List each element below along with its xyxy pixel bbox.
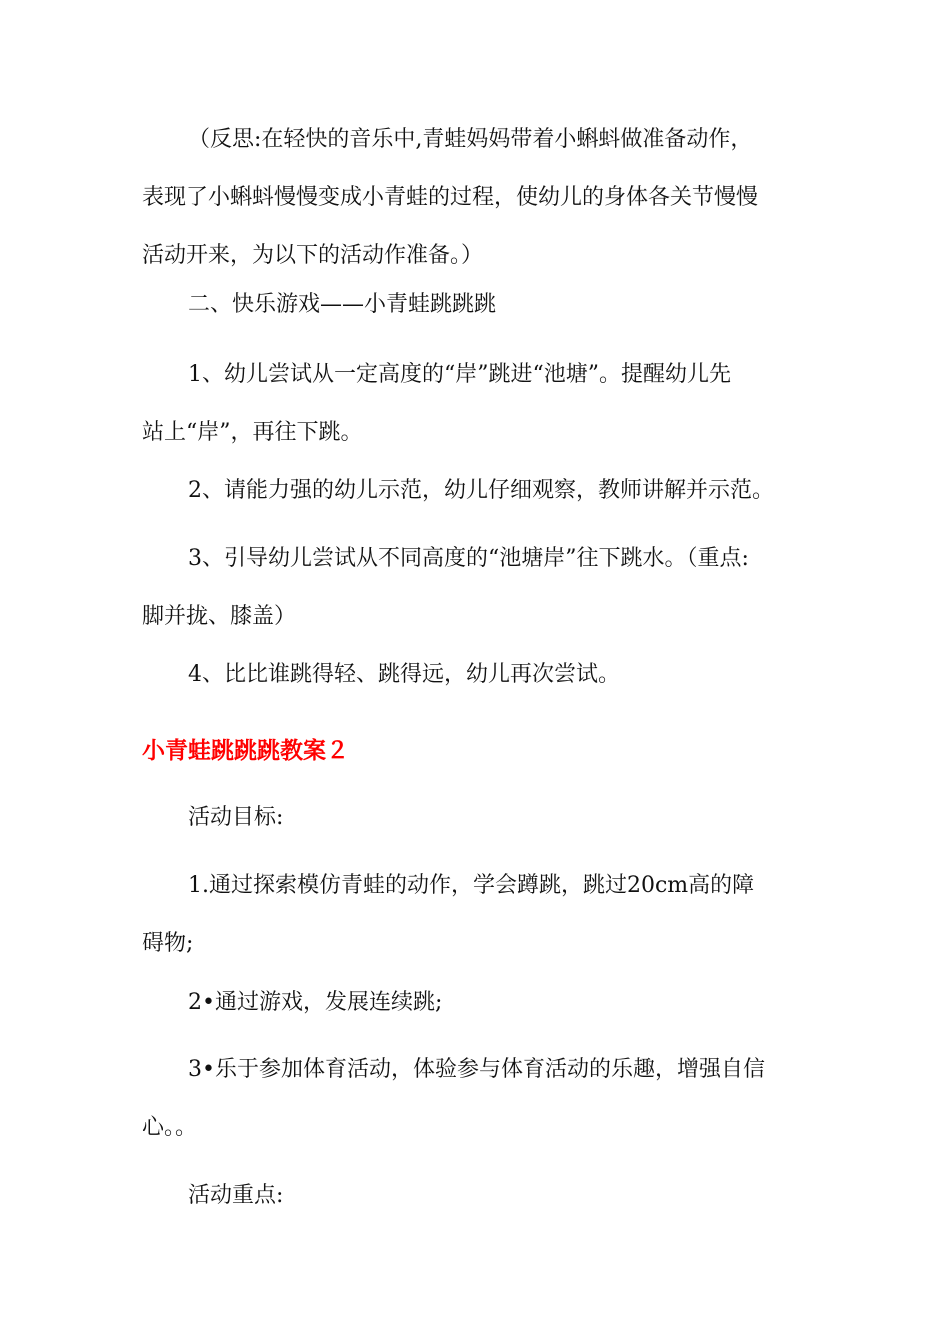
goal-1-paragraph [142, 857, 832, 973]
goal-3-line-1: 3•乐于参加体育活动，体验参与体育活动的乐趣，增强自信 [188, 1057, 765, 1082]
step-1-line-1: 1、幼儿尝试从一定高度的“岸”跳进“池塘”。提醒幼儿先 [188, 362, 731, 387]
goals-label [142, 789, 832, 847]
step-2-text: 2、请能力强的幼儿示范，幼儿仔细观察，教师讲解并示范。 [188, 478, 774, 503]
goal-1-line-2: 碍物; [142, 931, 194, 956]
goal-3-paragraph [142, 1041, 832, 1157]
reflection-line-1: （反思:在轻快的音乐中,青蛙妈妈带着小蝌蚪做准备动作， [188, 127, 753, 152]
step-4-text: 4、比比谁跳得轻、跳得远，幼儿再次尝试。 [188, 662, 620, 687]
step-3-line-1: 3、引导幼儿尝试从不同高度的“池塘岸”往下跳水。（重点: [188, 546, 749, 571]
reflection-line-2: 表现了小蝌蚪慢慢变成小青蛙的过程，使幼儿的身体各关节慢慢 [142, 185, 759, 210]
step-4-paragraph [142, 646, 832, 704]
reflection-line-3: 活动开来，为以下的活动作准备。） [142, 243, 484, 268]
step-3-paragraph [142, 530, 832, 646]
goal-3-line-2: 心。。 [142, 1115, 198, 1140]
section-two-title [142, 276, 832, 334]
focus-label [142, 1167, 832, 1225]
goals-label-text: 活动目标: [188, 805, 284, 830]
step-2-paragraph [142, 462, 832, 520]
goal-2-text: 2•通过游戏，发展连续跳; [188, 990, 443, 1015]
step-1-paragraph [142, 346, 832, 462]
section-heading: 小青蛙跳跳跳教案２ [142, 738, 349, 764]
focus-label-text: 活动重点: [188, 1183, 284, 1208]
section-two-title-text: 二、快乐游戏——小青蛙跳跳跳 [188, 292, 497, 317]
reflection-paragraph [142, 111, 832, 285]
step-3-line-2: 脚并拢、膝盖） [142, 604, 297, 629]
step-1-line-2: 站上“岸”，再往下跳。 [142, 420, 363, 445]
goal-1-line-1: 1.通过探索模仿青蛙的动作，学会蹲跳，跳过20cm高的障 [188, 873, 755, 898]
goal-2-paragraph [142, 974, 832, 1032]
